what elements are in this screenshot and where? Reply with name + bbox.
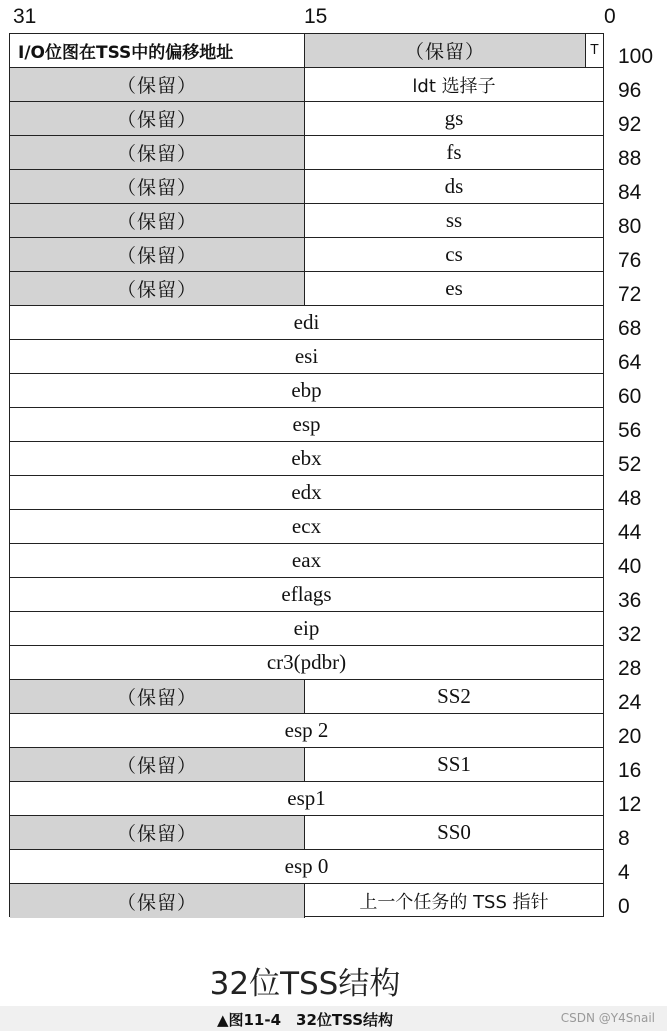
caption-bar — [0, 1006, 667, 1031]
tss-row-72 — [10, 272, 603, 306]
t-flag-cell: T — [585, 34, 603, 67]
tss-row-40 — [10, 544, 603, 578]
tss-row-88 — [10, 136, 603, 170]
tss-row-96 — [10, 68, 603, 102]
offset-label: 36 — [618, 589, 642, 612]
tss-row-4 — [10, 850, 603, 884]
offset-label: 52 — [618, 453, 642, 476]
eax-cell: eax — [291, 548, 322, 572]
tss-row-16 — [10, 748, 603, 782]
offset-label: 4 — [618, 861, 630, 884]
offset-label: 60 — [618, 385, 642, 408]
watermark: CSDN @Y4Snail — [560, 1011, 655, 1025]
reserved-cell: （保留） — [10, 238, 305, 271]
reserved-cell: （保留） — [10, 884, 305, 918]
tss-row-52 — [10, 442, 603, 476]
ldt-selector-cell: ldt 选择子 — [412, 75, 496, 97]
reserved-cell: （保留） — [10, 68, 305, 101]
fs-cell: fs — [446, 140, 462, 164]
tss-row-92 — [10, 102, 603, 136]
edi-cell: edi — [293, 310, 320, 334]
offset-label: 28 — [618, 657, 642, 680]
offset-label: 84 — [618, 181, 642, 204]
offset-label: 16 — [618, 759, 642, 782]
offset-label: 92 — [618, 113, 642, 136]
reserved-cell: （保留） — [10, 680, 305, 713]
tss-row-8 — [10, 816, 603, 850]
reserved-cell: （保留） — [10, 170, 305, 203]
tss-row-32 — [10, 612, 603, 646]
tss-row-12 — [10, 782, 603, 816]
tss-row-36 — [10, 578, 603, 612]
previous-task-link-cell: 上一个任务的 TSS 指针 — [359, 892, 549, 913]
cr3-cell: cr3(pdbr) — [266, 650, 347, 674]
tss-row-60 — [10, 374, 603, 408]
tss-row-76 — [10, 238, 603, 272]
tss-row-24 — [10, 680, 603, 714]
reserved-cell: （保留） — [10, 816, 305, 849]
ss-cell: ss — [445, 208, 463, 232]
offset-label: 40 — [618, 555, 642, 578]
offset-label: 12 — [618, 793, 642, 816]
ss0-cell: SS0 — [437, 820, 471, 844]
tss-row-28 — [10, 646, 603, 680]
offset-label: 100 — [618, 45, 654, 68]
tss-row-68 — [10, 306, 603, 340]
tss-row-100 — [10, 34, 603, 68]
ds-cell: ds — [444, 174, 464, 198]
offset-label: 68 — [618, 317, 642, 340]
esp-cell: esp — [292, 412, 321, 436]
offset-label: 96 — [618, 79, 642, 102]
offset-label: 64 — [618, 351, 642, 374]
offset-label: 44 — [618, 521, 642, 544]
offset-label: 80 — [618, 215, 642, 238]
tss-row-64 — [10, 340, 603, 374]
offset-label: 56 — [618, 419, 642, 442]
io-map-offset-cell: I/O位图在TSS中的偏移地址 — [10, 34, 305, 67]
tss-row-48 — [10, 476, 603, 510]
tss-row-20 — [10, 714, 603, 748]
ebx-cell: ebx — [291, 446, 322, 470]
esp2-cell: esp 2 — [284, 718, 329, 742]
tss-row-44 — [10, 510, 603, 544]
eflags-cell: eflags — [281, 582, 332, 606]
bit-label-15: 15 — [304, 5, 328, 28]
tss-row-56 — [10, 408, 603, 442]
ss2-cell: SS2 — [437, 684, 471, 708]
figure-caption: ▲图11-4 32位TSS结构 — [216, 1011, 394, 1029]
bit-label-31: 31 — [13, 5, 37, 28]
esp1-cell: esp1 — [287, 786, 326, 810]
reserved-cell: （保留） — [10, 102, 305, 135]
ecx-cell: ecx — [291, 514, 322, 538]
es-cell: es — [445, 276, 463, 300]
offset-label: 20 — [618, 725, 642, 748]
reserved-cell: （保留） — [10, 272, 305, 305]
tss-row-80 — [10, 204, 603, 238]
esi-cell: esi — [294, 344, 319, 368]
gs-cell: gs — [444, 106, 464, 130]
tss-row-0 — [10, 884, 603, 918]
offset-label: 8 — [618, 827, 630, 850]
reserved-cell: （保留） — [10, 204, 305, 237]
reserved-cell: （保留） — [305, 34, 585, 67]
edx-cell: edx — [291, 480, 322, 504]
diagram-title: 32位TSS结构 — [209, 966, 401, 1002]
eip-cell: eip — [293, 616, 320, 640]
offset-label: 32 — [618, 623, 642, 646]
reserved-cell: （保留） — [10, 136, 305, 169]
ebp-cell: ebp — [291, 378, 322, 402]
cs-cell: cs — [445, 242, 463, 266]
tss-structure-table — [9, 33, 604, 917]
offset-label: 76 — [618, 249, 642, 272]
offset-label: 48 — [618, 487, 642, 510]
offset-label: 0 — [618, 895, 630, 918]
esp0-cell: esp 0 — [284, 854, 329, 878]
tss-row-84 — [10, 170, 603, 204]
offset-label: 24 — [618, 691, 642, 714]
offset-label: 88 — [618, 147, 642, 170]
offset-label: 72 — [618, 283, 642, 306]
reserved-cell: （保留） — [10, 748, 305, 781]
ss1-cell: SS1 — [437, 752, 471, 776]
bit-label-0: 0 — [604, 5, 616, 28]
